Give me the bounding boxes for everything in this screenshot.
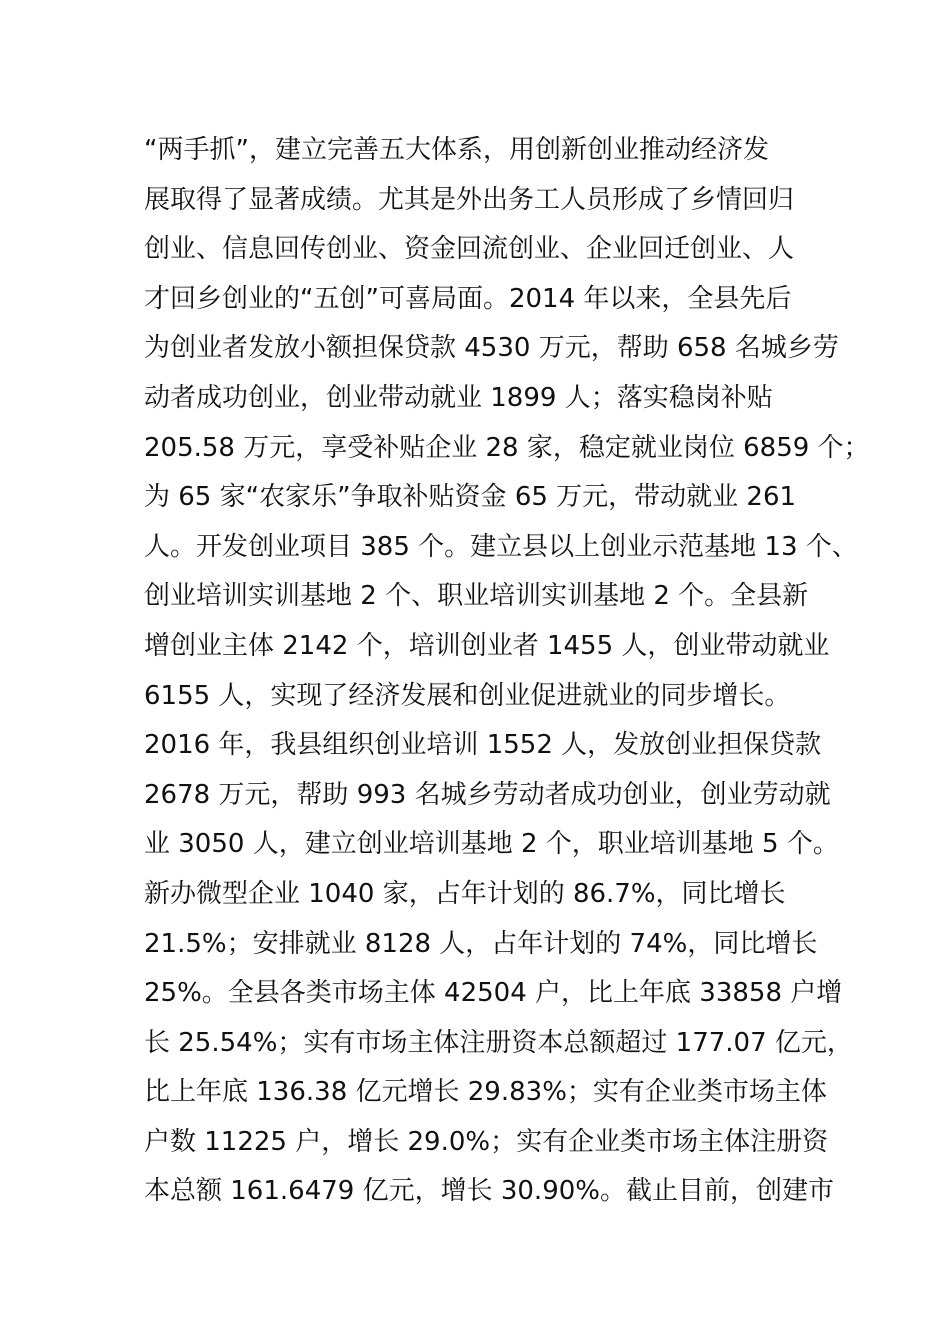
text-line: 本总额 161.6479 亿元，增长 30.90%。截止目前，创建市 bbox=[144, 1176, 834, 1207]
text-line: 长 25.54%；实有市场主体注册资本总额超过 177.07 亿元， bbox=[144, 1027, 853, 1058]
text-line: 新办微型企业 1040 家，占年计划的 86.7%，同比增长 bbox=[144, 878, 786, 909]
text-line: 创业、信息回传创业、资金回流创业、企业回迁创业、人 bbox=[144, 234, 795, 265]
text-line: 6155 人，实现了经济发展和创业促进就业的同步增长。 bbox=[144, 680, 791, 711]
text-line: “两手抓”，建立完善五大体系，用创新创业推动经济发 bbox=[144, 135, 769, 165]
text-line: 为 65 家“农家乐”争取补贴资金 65 万元，带动就业 261 bbox=[144, 482, 797, 513]
text-line: 业 3050 人，建立创业培训基地 2 个，职业培训基地 5 个。 bbox=[144, 829, 839, 860]
text-line: 21.5%；安排就业 8128 人，占年计划的 74%，同比增长 bbox=[144, 928, 818, 959]
text-line: 25%。全县各类市场主体 42504 户，比上年底 33858 户增 bbox=[144, 978, 843, 1009]
text-line: 才回乡创业的“五创”可喜局面。2014 年以来，全县先后 bbox=[144, 283, 792, 314]
text-line: 人。开发创业项目 385 个。建立县以上创业示范基地 13 个、 bbox=[144, 531, 858, 562]
text-line: 户数 11225 户，增长 29.0%；实有企业类市场主体注册资 bbox=[144, 1126, 829, 1157]
text-line: 为创业者发放小额担保贷款 4530 万元，帮助 658 名城乡劳 bbox=[144, 333, 839, 364]
text-line: 205.58 万元，享受补贴企业 28 家，稳定就业岗位 6859 个； bbox=[144, 432, 870, 463]
body-paragraph bbox=[144, 126, 870, 1217]
text-line: 2678 万元，帮助 993 名城乡劳动者成功创业，创业劳动就 bbox=[144, 779, 831, 810]
text-line: 展取得了显著成绩。尤其是外出务工人员形成了乡情回归 bbox=[144, 184, 795, 215]
text-line: 增创业主体 2142 个，培训创业者 1455 人，创业带动就业 bbox=[144, 630, 830, 661]
text-line: 动者成功创业，创业带动就业 1899 人；落实稳岗补贴 bbox=[144, 382, 773, 413]
text-line: 创业培训实训基地 2 个、职业培训实训基地 2 个。全县新 bbox=[144, 581, 809, 612]
text-line: 2016 年，我县组织创业培训 1552 人，发放创业担保贷款 bbox=[144, 730, 822, 761]
text-line: 比上年底 136.38 亿元增长 29.83%；实有企业类市场主体 bbox=[144, 1077, 827, 1108]
